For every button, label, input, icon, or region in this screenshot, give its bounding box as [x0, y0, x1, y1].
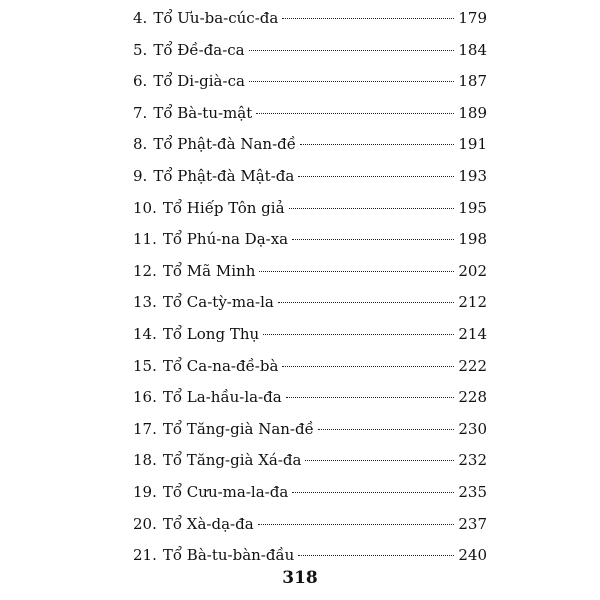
toc-entry-title: Tổ Ca-na-đề-bà [162, 356, 279, 375]
toc-entry-title: Tổ Ưu-ba-cúc-đa [153, 9, 279, 27]
dot-leader [286, 397, 455, 398]
toc-entry [133, 198, 487, 230]
dot-leader [258, 524, 455, 525]
toc-entry [133, 229, 487, 261]
toc-entry-title: Tổ Xà-dạ-đa [162, 514, 254, 533]
toc-entry-title: Tổ Long Thụ [162, 324, 260, 343]
toc-entry [133, 482, 487, 514]
toc-entry-page: 232 [458, 451, 487, 470]
toc-entry-page: 214 [458, 324, 487, 343]
toc-entry [133, 450, 487, 482]
toc-entry [133, 261, 487, 293]
toc-entry-number: 11. [133, 230, 157, 249]
toc-entry [133, 134, 487, 166]
toc-entry-page: 193 [458, 166, 487, 185]
toc-entry-page: 212 [458, 293, 487, 312]
page-number: 318 [282, 568, 318, 588]
dot-leader [249, 50, 455, 51]
toc-entry-number: 10. [133, 198, 157, 217]
toc-entry-page: 195 [458, 198, 487, 217]
toc-entry-title: Tổ Ca-tỳ-ma-la [162, 293, 274, 312]
toc-entry-page: 235 [458, 482, 487, 501]
toc-entry [133, 356, 487, 388]
toc-entry-title: Tổ Tăng-già Nan-đề [162, 419, 314, 438]
toc-entry-number: 12. [133, 261, 157, 280]
toc-entry-page: 198 [458, 230, 487, 249]
toc-entry [133, 514, 487, 546]
dot-leader [259, 271, 454, 272]
toc-entry [133, 103, 487, 135]
toc-entry-title: Tổ Tăng-già Xá-đa [162, 451, 302, 470]
toc-entry-number: 19. [133, 482, 157, 501]
dot-leader [289, 208, 455, 209]
toc-entry-page: 230 [458, 419, 487, 438]
dot-leader [278, 302, 455, 303]
dot-leader [318, 429, 455, 430]
toc-entry-page: 240 [458, 546, 487, 565]
toc-entry-title: Tổ Hiếp Tôn giả [162, 198, 285, 217]
toc-entry-title: Tổ Đề-đa-ca [153, 40, 245, 59]
toc-entry [133, 40, 487, 72]
toc-entry-title: Tổ Phật-đà Nan-đề [153, 135, 296, 154]
dot-leader [249, 81, 454, 82]
toc-entry-title: Tổ Phú-na Dạ-xa [162, 230, 289, 249]
dot-leader [298, 176, 454, 177]
toc-entry [133, 419, 487, 451]
dot-leader [292, 492, 454, 493]
toc-entry-page: 202 [458, 261, 487, 280]
dot-leader [263, 334, 454, 335]
toc-entry-number: 17. [133, 419, 157, 438]
toc-entry-title: Tổ Di-già-ca [153, 72, 245, 91]
toc-entry [133, 8, 487, 40]
toc-entry-number: 16. [133, 388, 157, 407]
toc-entry-title: Tổ Phật-đà Mật-đa [153, 166, 295, 185]
toc-entry-title: Tổ La-hầu-la-đa [162, 388, 282, 407]
toc-entry-number: 5. [133, 40, 148, 59]
toc-entry-number: 18. [133, 451, 157, 470]
toc-entry-page: 228 [458, 388, 487, 407]
toc-entry-title: Tổ Bà-tu-bàn-đầu [162, 546, 295, 565]
toc-entry [133, 166, 487, 198]
toc-entry-title: Tổ Cưu-ma-la-đa [162, 482, 289, 501]
toc-entry-page: 191 [458, 135, 487, 154]
toc-entry-number: 21. [133, 546, 157, 565]
toc-entry [133, 292, 487, 324]
toc-entry-number: 4. [133, 9, 148, 27]
toc-entry-page: 222 [458, 356, 487, 375]
dot-leader [300, 144, 454, 145]
toc-entry-number: 14. [133, 324, 157, 343]
toc-entry [133, 71, 487, 103]
dot-leader [282, 366, 454, 367]
dot-leader [292, 239, 454, 240]
toc-entry-title: Tổ Bà-tu-mật [153, 103, 253, 122]
toc-entry-number: 7. [133, 103, 148, 122]
toc-entry-page: 189 [458, 103, 487, 122]
toc-entry-page: 184 [458, 40, 487, 59]
toc-entry [133, 324, 487, 356]
toc-entry-page: 237 [458, 514, 487, 533]
table-of-contents [133, 8, 487, 577]
toc-entry-page: 179 [458, 9, 487, 27]
toc-entry-number: 20. [133, 514, 157, 533]
toc-entry-page: 187 [458, 72, 487, 91]
dot-leader [256, 113, 454, 114]
toc-entry-number: 13. [133, 293, 157, 312]
toc-entry [133, 387, 487, 419]
dot-leader [305, 460, 454, 461]
toc-entry-number: 8. [133, 135, 148, 154]
toc-entry-number: 9. [133, 166, 148, 185]
toc-entry-number: 6. [133, 72, 148, 91]
dot-leader [298, 555, 454, 556]
toc-entry-number: 15. [133, 356, 157, 375]
dot-leader [282, 18, 454, 19]
toc-entry-title: Tổ Mã Minh [162, 261, 256, 280]
